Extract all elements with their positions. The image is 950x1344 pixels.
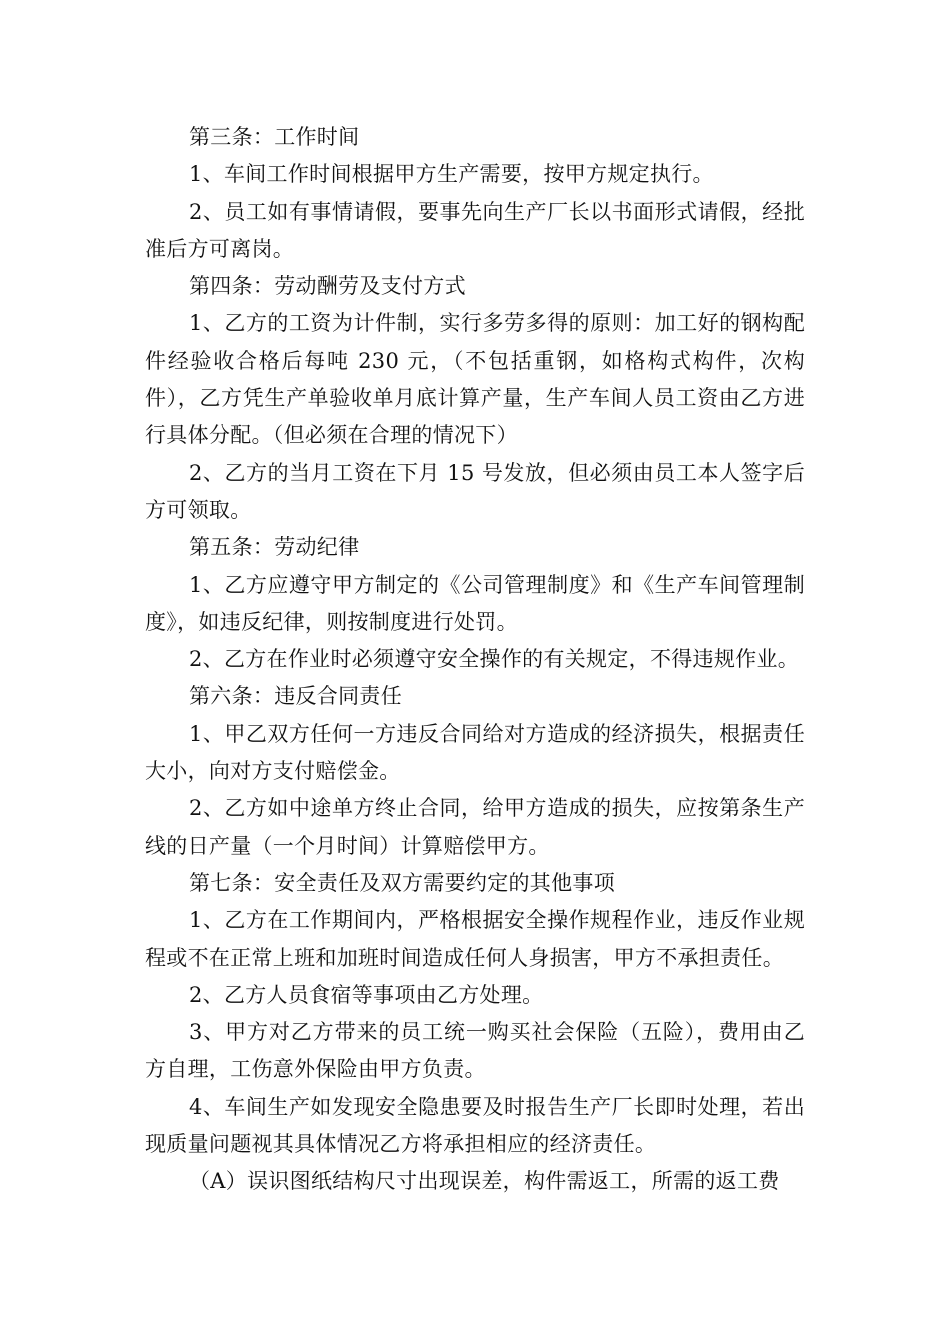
clause-7-4: 4、车间生产如发现安全隐患要及时报告生产厂长即时处理，若出现质量问题视其具体情况乙方将承担相应的经济责任。 [145, 1094, 805, 1157]
clause-6-1: 1、甲乙双方任何一方违反合同给对方造成的经济损失，根据责任大小，向对方支付赔偿金。 [145, 721, 805, 784]
section-heading-4: 第四条：劳动酬劳及支付方式 [189, 274, 466, 299]
clause-7-3: 3、甲方对乙方带来的员工统一购买社会保险（五险），费用由乙方自理，工伤意外保险由甲方负责。 [145, 1020, 805, 1082]
section-heading-6: 第六条：违反合同责任 [189, 684, 402, 709]
clause-3-1: 1、车间工作时间根据甲方生产需要，按甲方规定执行。 [189, 162, 714, 187]
clause-5-1: 1、乙方应遵守甲方制定的《公司管理制度》和《生产车间管理制度》，如违反纪律，则按制度进行处罚。 [145, 572, 805, 634]
section-heading-5: 第五条：劳动纪律 [189, 535, 360, 560]
clause-4-1: 1、乙方的工资为计件制，实行多劳多得的原则：加工好的钢构配件经验收合格后每吨 230 元，（不包括重钢，如格构式构件，次构件），乙方凭生产单验收单月底计算产量，生产车间人员工资由乙方进行具体分配。（但必须在合理的情况下） [145, 311, 805, 448]
section-heading-7: 第七条：安全责任及双方需要约定的其他事项 [189, 870, 615, 895]
clause-4-2: 2、乙方的当月工资在下月 15 号发放，但必须由员工本人签字后方可领取。 [145, 460, 805, 522]
clause-7-4-a: （A）误识图纸结构尺寸出现误差，构件需返工，所需的返工费 [189, 1169, 780, 1194]
clause-7-2: 2、乙方人员食宿等事项由乙方处理。 [189, 982, 544, 1007]
section-heading-3: 第三条：工作时间 [189, 125, 360, 149]
clause-5-2: 2、乙方在作业时必须遵守安全操作的有关规定，不得违规作业。 [189, 647, 800, 672]
clause-6-2: 2、乙方如中途单方终止合同，给甲方造成的损失，应按第条生产线的日产量（一个月时间）计算赔偿甲方。 [145, 796, 805, 858]
clause-7-1: 1、乙方在工作期间内，严格根据安全操作规程作业，违反作业规程或不在正常上班和加班时间造成任何人身损害，甲方不承担责任。 [145, 908, 805, 970]
document-body [145, 119, 805, 1201]
clause-3-2: 2、员工如有事情请假，要事先向生产厂长以书面形式请假，经批准后方可离岗。 [145, 199, 805, 261]
